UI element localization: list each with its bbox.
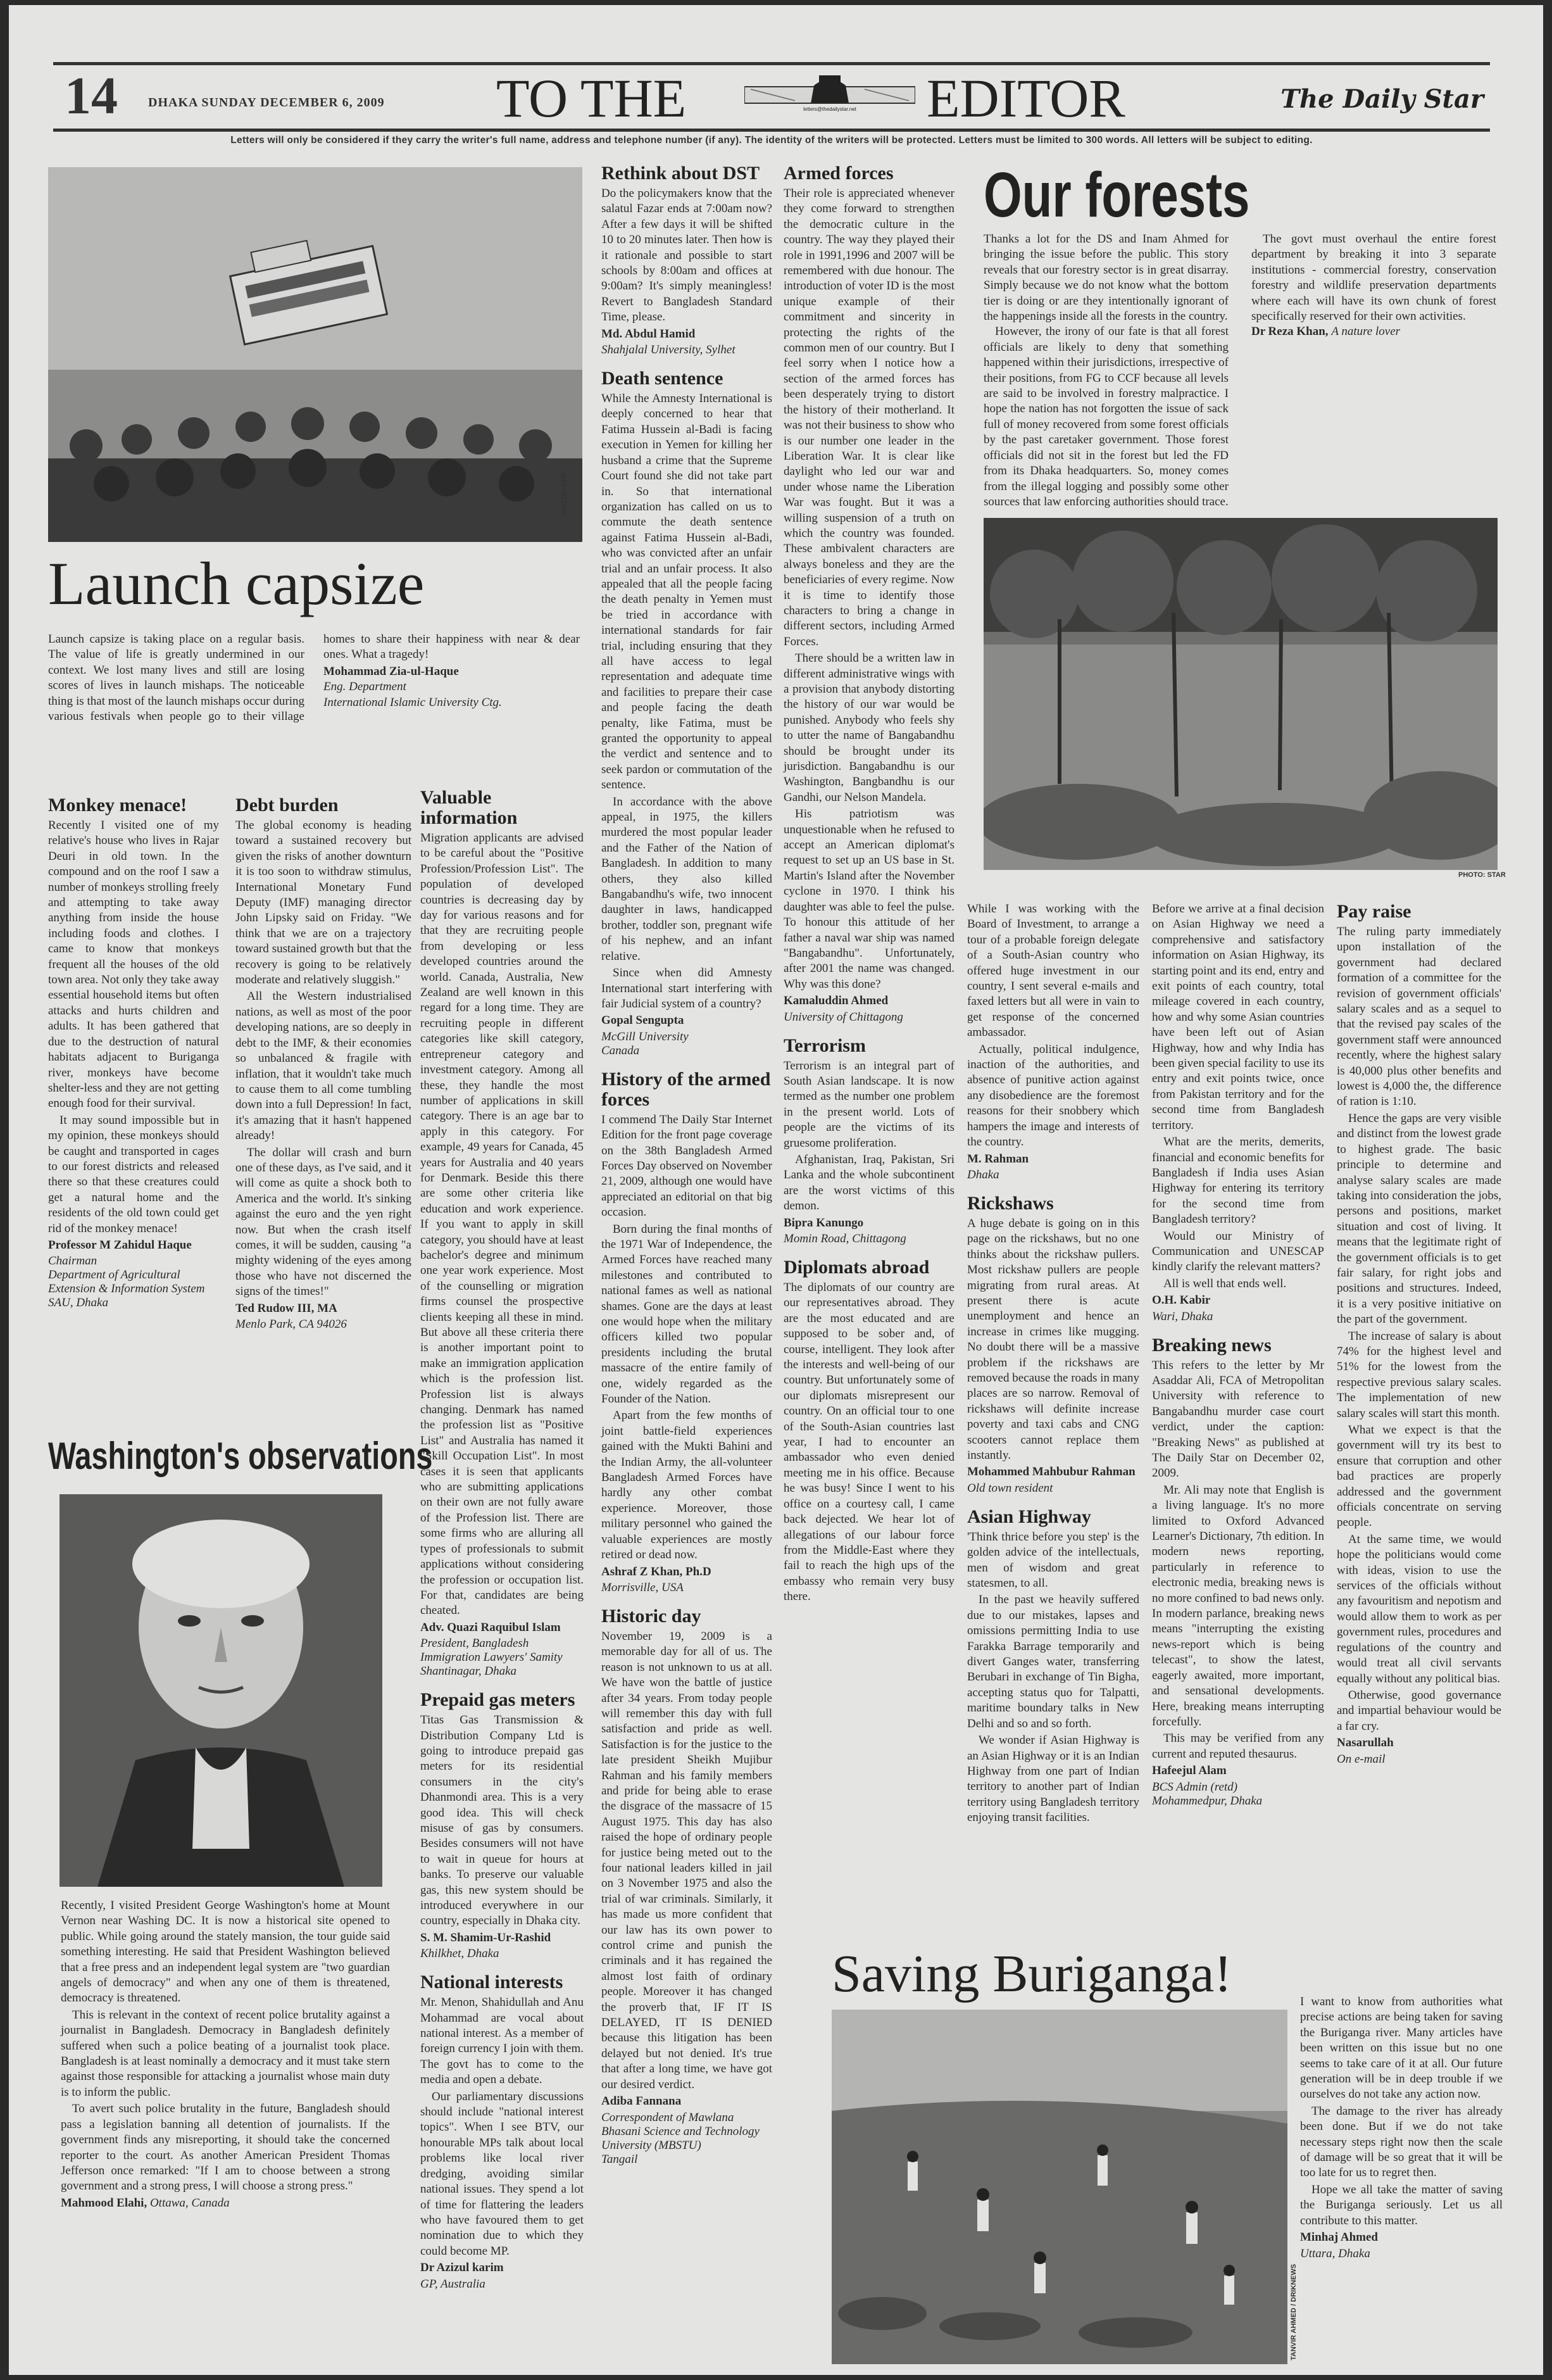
national-interests-paragraph: Mr. Menon, Shahidullah and Anu Mohammad are vocal about national interest. As a member of foreign currency I join with them. The govt has to come to the media and open a debate. bbox=[420, 1996, 584, 2087]
diplomats-abroad-letter bbox=[784, 1257, 954, 1605]
pay-raise-heading: Pay raise bbox=[1337, 901, 1411, 922]
page-number: 14 bbox=[65, 66, 118, 125]
saving-buriganga-paragraph: Hope we all take the matter of saving the Buriganga seriously. Let us all contribute to this matter. bbox=[1300, 2182, 1503, 2227]
asian-highway-paragraph: In the past we heavily suffered due to our mistakes, lapses and omissions permitting India to use Farakka Barrage temporarily and divert Ganges water, transferring Berubari in exchange of Tin Bigha, accepting status quo for Talpatti, maritime boundary talks in New Delhi and so and so forth. bbox=[967, 1593, 1139, 1730]
valuable-information-letter bbox=[420, 788, 584, 1678]
rickshaws-letter bbox=[967, 1193, 1139, 1495]
breaking-news-heading: Breaking news bbox=[1152, 1334, 1272, 1356]
asian-highway-continued bbox=[1152, 902, 1324, 1324]
pay-raise-affiliation: On e-mail bbox=[1337, 1752, 1386, 1766]
dateline: DHAKA SUNDAY DECEMBER 6, 2009 bbox=[148, 96, 385, 110]
history-armed-forces-heading: History of the armed forces bbox=[601, 1068, 771, 1110]
ink-pot-icon bbox=[744, 72, 915, 116]
debt-burden-heading: Debt burden bbox=[235, 795, 339, 815]
terrorism-author: Bipra Kanungo bbox=[784, 1216, 864, 1230]
monkey-menace-letter bbox=[48, 795, 219, 1310]
valuable-information-author: Adv. Quazi Raquibul Islam bbox=[420, 1620, 561, 1634]
asian-highway-paragraph: What are the merits, demerits, financial and economic benefits for Bangladesh if India uses Asian Highway for entering its territory for the second time from Bangladesh territory? bbox=[1152, 1135, 1324, 1226]
saving-buriganga-headline: Saving Buriganga! bbox=[832, 1944, 1232, 2003]
pay-raise-paragraph: Otherwise, good governance and impartial behaviour would be a far cry. bbox=[1337, 1688, 1501, 1733]
historic-day-author: Adiba Fannana bbox=[601, 2094, 682, 2108]
rethink-dst-paragraph: Do the policymakers know that the salatul Fazar ends at 7:00am now? After a few days it will be shifted 10 to 20 minutes later. Then how is it rationale and possible to start schools by 8:00am and offices at 9:00am? It's simply meaningless! Revert to Bangladesh Standard Time, please. bbox=[601, 187, 772, 324]
column-4 bbox=[601, 163, 772, 2178]
historic-day-paragraph: November 19, 2009 is a memorable day for all of us. The reason is not unknown to us at all. We have won the battle of justice after 34 years. From today people will remember this day with full satisfaction and pride as well. Satisfaction is for the justice to the late president Sheikh Mujibur Rahman and his family members and pride for being able to erase the disgrace of the massacre of 15 August 1975. This day has also raised the hope of ordinary people for justice being meted out to the four national leaders killed in jail on 3 November 1975 and also the trial of war criminals. Similarly, it has made us more confident that our law has its own power to control crime and punish the criminals and it has regained the almost lost faith of ordinary people. Moreover it has changed the proverb that, IF IT IS DELAYED, IT IS DENIED because this litigation has been delayed but not denied. It's true that after a long time, we have got our desired verdict. bbox=[601, 1629, 772, 2091]
pay-raise-letter bbox=[1337, 902, 1501, 1766]
prepaid-gas-paragraph: Titas Gas Transmission & Distribution Company Ltd is going to introduce prepaid gas meters for its residential consumers in the city's Dhanmondi area. This is a very good idea. This will check misuse of gas by consumers. Besides consumers will not have to wait in queue for hours at banks. To preserve our valuable gas, this new system should be introduced everywhere in our country, especially in Dhaka city. bbox=[420, 1713, 584, 1928]
armed-forces-paragraph: Their role is appreciated whenever they come forward to strengthen the democratic culture in the country. The way they played their role in 1991,1996 and 2007 will be remembered with due honour. The introduction of voter ID is the most unique example of their commitment and sincerity in protecting the rights of the common men of our country. But I feel sorry when I notice how a section of the armed forces has been desperately trying to distort the history of their motherland. It was not their business to show who is our number one leader in the Liberation War. It is clear like daylight who led our war and under whose name the Liberation War was fought. But it was a willing suspension of a truth on which the country was founded. These ambivalent characters are always boneless and they are the beneficiaries of every regime. Now it is time to identify those characters to bring a change in different sectors, including Armed Forces. bbox=[784, 187, 954, 648]
asian-highway-author: O.H. Kabir bbox=[1152, 1294, 1211, 1307]
historic-day-affiliation: Correspondent of Mawlana Bhasani Science and Technology University (MBSTU) Tangail bbox=[601, 2110, 760, 2166]
armed-forces-letter bbox=[784, 163, 954, 1024]
asian-highway-paragraph: 'Think thrice before you step' is the golden advice of the intellectuals, men of wisdom and great statesmen, to all. bbox=[967, 1530, 1139, 1590]
pay-raise-paragraph: Hence the gaps are very visible and distinct from the lowest grade to highest grade. The basic principle to determine and analyse salary scales are made taking into consideration the jobs, persons and positions, market situation and cost of living. It means that the legitimate right of the government officials is to get fair salary, for right jobs and positions and structures. Indeed, it is a very positive initiative on the part of the government. bbox=[1337, 1111, 1501, 1326]
photo-credit-forest: PHOTO: STAR bbox=[1458, 871, 1506, 879]
historic-day-letter bbox=[601, 1606, 772, 2167]
column-8 bbox=[1337, 902, 1501, 1778]
monkey-menace-affiliation: Chairman Department of Agricultural Extension & Information System SAU, Dhaka bbox=[48, 1254, 205, 1310]
history-armed-forces-paragraph: I commend The Daily Star Internet Edition for the front page coverage on the 38th Bangladesh Armed Forces Day observed on November 21, 2009, although one would have appreciated an editorial on that big occasion. bbox=[601, 1112, 772, 1219]
launch-capsize-author: Mohammad Zia-ul-Haque bbox=[323, 664, 459, 678]
column-7 bbox=[1152, 902, 1324, 1820]
submission-notice: Letters will only be considered if they carry the writer's full name, address and telephone number (if any). The identity of the writers will be protected. Letters must be limited to 300 words. All letters will be subject to editing. bbox=[230, 135, 1313, 146]
masthead bbox=[53, 62, 1490, 132]
rethink-dst-heading: Rethink about DST bbox=[601, 163, 760, 184]
our-forests-article bbox=[984, 232, 1496, 517]
history-armed-forces-author: Ashraf Z Khan, Ph.D bbox=[601, 1565, 711, 1578]
column-3 bbox=[420, 788, 584, 2303]
asian-highway-paragraph: Would our Ministry of Communication and UNESCAP kindly clarify the relevant matters? bbox=[1152, 1229, 1324, 1274]
death-sentence-paragraph: While the Amnesty International is deeply concerned to hear that Fatima Hussein al-Badi is facing execution in Yemen for killing her husband a crime that the Supreme Court found she did not take part in. So that international organization has called on us to commute the death sentence against Fatima Hussein al-Badi, who was convicted after an unfair trial and an unfair process. It also appealed that all the people facing the death penalty in Yemen must be tried in accordance with international standards for fair trial, including ensuring that they all have access to legal representation and adequate time and facilities to prepare their case and people facing the death penalty, like Fatima, must be granted the opportunity to appeal the verdict and sentence and to seek pardon or commutation of the sentence. bbox=[601, 392, 772, 792]
asian-highway-paragraph: Before we arrive at a final decision on Asian Highway we need a comprehensive and satisfactory information on Asian Highway, its starting point and its end, entry and exit points of each country, total mileage covered in each country, how and why some Asian countries have been left out of Asian Highway, how and why India has been given special facility to use its entry and exit points twice, once from Pakistan territory and for the second time from Bangladesh territory. bbox=[1152, 902, 1324, 1132]
asian-highway-letter bbox=[967, 1507, 1139, 1826]
history-armed-forces-letter bbox=[601, 1069, 772, 1595]
prepaid-gas-letter bbox=[420, 1690, 584, 1961]
diplomats-abroad-heading: Diplomats abroad bbox=[784, 1257, 930, 1278]
diplomats-abroad-paragraph: The diplomats of our country are our representatives abroad. They are the most educated and are supposed to be sober and, of course, intelligent. They look after the interests and well-being of our country. But unfortunately some of our diplomats misrepresent our country. On an official tour to one of the South-Asian countries last year, I had to encounter an ambassador who even denied meeting me in his office. Because he was busy! Since I went to his office on a courtesy call, I came back dejected. We hear lot of allegations of our labour force from the Middle-East where they fail to reach the high ups of the embassy who remain very busy there. bbox=[784, 1281, 954, 1604]
terrorism-affiliation: Momin Road, Chittagong bbox=[784, 1232, 906, 1245]
launch-capsize-affiliation: Eng. Department International Islamic University Ctg. bbox=[323, 680, 502, 709]
newspaper-page bbox=[9, 5, 1543, 2375]
rethink-dst-author: Md. Abdul Hamid bbox=[601, 327, 696, 341]
asian-highway-affiliation: Wari, Dhaka bbox=[1152, 1309, 1213, 1323]
washington-affiliation: Ottawa, Canada bbox=[149, 2196, 230, 2210]
pay-raise-paragraph: The increase of salary is about 74% for the highest level and 51% for the lowest from the respective previous salary scales. The implementation of new salary scales will start this month. bbox=[1337, 1329, 1501, 1420]
pay-raise-paragraph: At the same time, we would hope the politicians would come with ideas, vision to use the services of the officials without any favouritism and nepotism and would allow them to work as per government rules, procedures and regulations of the country and would treat all civil servants equally without any political bias. bbox=[1337, 1532, 1501, 1685]
armed-forces-paragraph: His patriotism was unquestionable when he refused to accept an American diplomat's request to set up an US base in St. Martin's Island after the November cyclone in 1970. I think his daughter was able to feel the pulse. To honour this attitude of her father a naval war ship was named "Bangabandhu". Unfortunately, after 2001 the name was changed. Why was this done? bbox=[784, 807, 954, 991]
debt-burden-paragraph: The dollar will crash and burn one of these days, as I've said, and it will come as quite a shock both to America and the world. It's sinking against the euro and the yen right now. But when the crash itself comes, it will be sudden, causing "a mighty widening of the eyes among those who have not discerned the signs of the times!" bbox=[235, 1145, 411, 1299]
death-sentence-heading: Death sentence bbox=[601, 368, 723, 389]
breaking-news-paragraph: Mr. Ali may note that English is a living language. It's no more limited to Oxford Advanced Learner's Dictionary, 7th edition. In modern news reporting, particularly in reference to electronic media, breaking news is no more confined to bad news only. In modern parlance, breaking news means "interrupting the existing news-report which is being telecast", to show the latest, eagerly awaited, more important, and sensational developments. Here, breaking means interrupting forcefully. bbox=[1152, 1483, 1324, 1728]
our-forests-affiliation: A nature lover bbox=[1331, 325, 1401, 339]
saving-buriganga-affiliation: Uttara, Dhaka bbox=[1300, 2246, 1370, 2260]
valuable-information-paragraph: Migration applicants are advised to be careful about the "Positive Profession/Profession List". The population of developed countries is decreasing day by day for various reasons and for that they are recruiting people from developing or less developed countries around the world. Canada, Australia, New Zealand are well known in this regard for a long time. They are recruiting people in different categories like skill category, entrepreneur category and investment category. Among all these, they handle the most number of applications in skill category. There is an age bar to apply in this category. For example, 49 years for Canada, 45 years for Australia and 40 years for Denmark. Beside this there are some other criteria like education and work experience. If you want to apply in skill category, you should have at least bachelor's degree and minimum one year work experience. Most of the counselling or migration firms counsel the prospective clients keeping all these in mind. But above all these criteria there is another important point to make an immigration application which is the profession list. Profession list is always changing. Denmark has named the profession list as "Positive List" and Australia has named it "Skill Occupation List". In most cases it is seen that applicants who are submitting applications on their own are not fully aware of the Profession list. There are some firms who are alluring all types of professionals to submit applications without considering the profession or occupation list. For that, candidates are being cheated. bbox=[420, 831, 584, 1618]
rickshaws-heading: Rickshaws bbox=[967, 1192, 1054, 1214]
prepaid-gas-affiliation: Khilkhet, Dhaka bbox=[420, 1947, 499, 1961]
newspaper-logo: The Daily Star bbox=[1280, 84, 1484, 114]
pay-raise-paragraph: What we expect is that the government will try its best to ensure that corruption and other bad practices are properly addressed and the government officials concentrate on serving people. bbox=[1337, 1423, 1501, 1530]
section-title-left: TO THE bbox=[496, 68, 687, 129]
diplomats-abroad-paragraph: While I was working with the Board of Investment, to arrange a tour of a probable foreign delegate of a South-Asian country who offered huge investment in our country, I sent several e-mails and faxed letters but all were in vain to get response of the concerned ambassador. bbox=[967, 902, 1139, 1040]
launch-capsize-photo bbox=[48, 167, 582, 542]
breaking-news-paragraph: This may be verified from any current and reputed thesaurus. bbox=[1152, 1732, 1324, 1761]
washington-paragraph: Recently, I visited President George Washington's home at Mount Vernon near Washing DC. It is now a historical site opened to public. While going around the stately mansion, the tour guide said something interesting. He said that President Washington believed that a free press and an independent legal system are "two guardian angels of democracy" and when any one of them is threatened, democracy is threatened. bbox=[61, 1899, 390, 2005]
rickshaws-author: Mohammed Mahbubur Rahman bbox=[967, 1465, 1136, 1479]
armed-forces-heading: Armed forces bbox=[784, 163, 894, 184]
monkey-menace-heading: Monkey menace! bbox=[48, 795, 187, 815]
saving-buriganga-article bbox=[1300, 1994, 1503, 2262]
launch-capsize-headline: Launch capsize bbox=[48, 550, 425, 617]
washington-paragraph: This is relevant in the context of recent police brutality against a journalist in Bangladesh. Democracy in Bangladesh definitely suffered when such a police beating of a journalist took place. Bangladesh is at least nominally a democracy and it must take stern against those responsible for attacking a journalist whose main duty is to inform the public. bbox=[61, 2008, 390, 2099]
death-sentence-paragraph: In accordance with the above appeal, in 1975, the killers murdered the most popular leader and the Father of the Nation of Bangladesh. In addition to many others, they also killed Bangabandhu's wife, two innocent daughter in laws, handicapped brother, toddler son, pregnant wife of his nephew, and an infant relative. bbox=[601, 795, 772, 963]
debt-burden-paragraph: All the Western industrialised nations, as well as most of the poor developing nations, are so deeply in debt to the IMF, & their economies so unbalanced & fragile with inflation, that it wouldn't take much to cause them to all come tumbling down into a full Depression! In fact, it's amazing that it hasn't happened already! bbox=[235, 990, 411, 1143]
asian-highway-paragraph: All is well that ends well. bbox=[1163, 1276, 1287, 1290]
prepaid-gas-author: S. M. Shamim-Ur-Rashid bbox=[420, 1930, 551, 1944]
diplomats-abroad-continued bbox=[967, 902, 1139, 1182]
column-5 bbox=[784, 163, 954, 1616]
saving-buriganga-paragraph: The damage to the river has already been done. But if we do not take necessary steps right now then the scale of damage will be so great that it will be too late for us to regret then. bbox=[1300, 2104, 1503, 2180]
rickshaws-paragraph: A huge debate is going on in this page on the rickshaws, but no one thinks about the rickshaw pullers. Most rickshaw pullers are people migrating from rural areas. At present there is acute unemployment and hence an increase in crimes like mugging. No doubt there will be a massive problem if the rickshaws are removed because the roads in many places are so narrow. Removal of rickshaws will definite increase poverty and taxi cabs and CNG scooters cannot replace them instantly. bbox=[967, 1216, 1139, 1462]
saving-buriganga-author: Minhaj Ahmed bbox=[1300, 2231, 1378, 2245]
breaking-news-affiliation: BCS Admin (retd) Mohammedpur, Dhaka bbox=[1152, 1780, 1263, 1808]
national-interests-paragraph: Our parliamentary discussions should include "national interest topics". When I see BTV, our honourable MPs talk about local problems like local river dredging, avoiding similar national issues. They spend a lot of time for flattering the leaders who have favoured them to get nomination due to which they could become MP. bbox=[420, 2089, 584, 2258]
pay-raise-author: Nasarullah bbox=[1337, 1736, 1394, 1750]
our-forests-paragraph: The govt must overhaul the entire forest department by breaking it into 3 separate institutions - commercial forestry, conservation forestry and wildlife preservation departments where each will have its own chunk of forest specifically reserved for their own activities. bbox=[1251, 232, 1496, 324]
photo-credit-river: TANVIR AHMED / DRIKNEWS bbox=[1290, 2264, 1298, 2360]
armed-forces-affiliation: University of Chittagong bbox=[784, 1010, 903, 1024]
death-sentence-letter bbox=[601, 368, 772, 1058]
history-armed-forces-affiliation: Morrisville, USA bbox=[601, 1580, 684, 1594]
our-forests-paragraph: However, the irony of our fate is that all forest officials are likely to deny that something happened within their jurisdictions, irrespective of their positions, from FG to CCF because all levels are said to be involved in forestry malpractice. I hope the nation has not forgotten the issue of sack full of money recovered from some forest officials by the past caretaker government. Those forest officials did not sit in the forest but led the FD from its Dhaka headquarters. So, money comes from the illegal logging and possibly some other sources that law enforcing authorities should trace. bbox=[984, 325, 1229, 508]
our-forests-author: Dr Reza Khan, bbox=[1251, 325, 1329, 339]
our-forests-headline: Our forests bbox=[984, 160, 1250, 230]
armed-forces-paragraph: There should be a written law in different administrative wings with a provision that anybody distorting the history of our war would be punished. Anybody who feels shy to utter the name of Bangabandhu should be brought under its jurisdiction. Bangabandhu is our Washington, Bangbandhu is our Gandhi, our Nelson Mandela. bbox=[784, 652, 954, 804]
washington-article bbox=[61, 1898, 390, 2212]
asian-highway-paragraph: We wonder if Asian Highway is an Asian Highway or it is an Indian Highway from one part of Indian territory to another part of Indian territory using Bangladesh territory enjoying transit facilities. bbox=[967, 1734, 1139, 1825]
column-1 bbox=[48, 795, 219, 1321]
washington-headline: Washington's observations bbox=[48, 1435, 433, 1477]
national-interests-letter bbox=[420, 1972, 584, 2291]
washington-paragraph: To avert such police brutality in the future, Bangladesh should pass a legislation banning all detention of journalists. If the government finds any misreporting, it should take the concerned reporter to the court. As another American President Thomas Jefferson once remarked: "If I am to choose between a strong government and a strong press, I will choose a strong press." bbox=[61, 2102, 390, 2193]
rethink-dst-affiliation: Shahjalal University, Sylhet bbox=[601, 343, 735, 357]
monkey-menace-paragraph: Recently I visited one of my relative's house who lives in Rajar Deuri in old town. In the compound and on the roof I saw a number of monkeys strolling freely and attempting to take away anything from inside the house including foods and clothes. I came to know that monkeys frequent all the houses of the old town area. Not only they take away essential household items but often attacks and hurts children and adults. It has been gathered that due to the destruction of natural habitats adjacent to Buriganga river, monkeys have become shelter-less and they are not getting enough food for their survival. bbox=[48, 819, 219, 1111]
debt-burden-affiliation: Menlo Park, CA 94026 bbox=[235, 1318, 347, 1331]
national-interests-affiliation: GP, Australia bbox=[420, 2277, 485, 2291]
debt-burden-author: Ted Rudow III, MA bbox=[235, 1301, 337, 1315]
pay-raise-paragraph: The ruling party immediately upon installation of the government had declared formation of a committee for the revision of government officials' salary scales and as a sequel to that the revised pay scales of the government staff were announced recently, where the highest salary is 40,000 plus other benefits and lowest is 4,000 the, the difference of ration is 1:10. bbox=[1337, 925, 1501, 1109]
washington-author: Mahmood Elahi, bbox=[61, 2196, 147, 2210]
inkpot-caption: letters@thedailystar.net bbox=[803, 106, 856, 112]
launch-capsize-article bbox=[48, 632, 580, 724]
column-2 bbox=[235, 795, 411, 1343]
valuable-information-affiliation: President, Bangladesh Immigration Lawyers' Samity Shantinagar, Dhaka bbox=[420, 1637, 563, 1678]
prepaid-gas-heading: Prepaid gas meters bbox=[420, 1689, 575, 1711]
asian-highway-heading: Asian Highway bbox=[967, 1506, 1091, 1527]
section-title-right: EDITOR bbox=[927, 68, 1125, 129]
death-sentence-paragraph: Since when did Amnesty International start interfering with fair Judicial system of a country? bbox=[601, 966, 772, 1011]
national-interests-heading: National interests bbox=[420, 1972, 563, 1993]
forest-photo bbox=[984, 518, 1498, 870]
historic-day-heading: Historic day bbox=[601, 1605, 701, 1627]
diplomats-abroad-author: M. Rahman bbox=[967, 1152, 1029, 1166]
washington-portrait bbox=[59, 1494, 382, 1887]
saving-buriganga-paragraph: I want to know from authorities what precise actions are being taken for saving the Buriganga river. Many articles have been written on this issue but no one seems to take care of it at all. Our future generation will be in deep trouble if we ourselves do not take any action now. bbox=[1300, 1995, 1503, 2101]
armed-forces-author: Kamaluddin Ahmed bbox=[784, 994, 889, 1008]
history-armed-forces-paragraph: Born during the final months of the 1971 War of Independence, the Armed Forces have reached many milestones and contributed to national fames as well as national shames. Gone are the days at least one would hope when the military officers killed two popular presidents including the brutal massacre of the entire family of one, widely regarded as the Founder of the Nation. bbox=[601, 1222, 772, 1406]
terrorism-letter bbox=[784, 1036, 954, 1246]
monkey-menace-paragraph: It may sound impossible but in my opinion, these monkeys should be caught and transported in cages to our forest districts and released there so that these creatures could get a natural home and the residents of the old town could get rid of the monkey menace! bbox=[48, 1113, 219, 1235]
our-forests-paragraph: Thanks a lot for the DS and Inam Ahmed for bringing the issue before the public. This story reveals that our forestry sector is in great disarray. Simply because we do not know what the bottom tier is doing or are they intentionally ignorant of the happenings inside all the forests in the country. bbox=[984, 232, 1229, 324]
national-interests-author: Dr Azizul karim bbox=[420, 2261, 504, 2275]
breaking-news-paragraph: This refers to the letter by Mr Asaddar Ali, FCA of Metropolitan University with reference to Bangabandhu murder case court verdict, under the caption: "Breaking News" as published at The Daily Star on December 02, 2009. bbox=[1152, 1358, 1324, 1480]
breaking-news-author: Hafeejul Alam bbox=[1152, 1764, 1227, 1778]
death-sentence-affiliation: McGill University Canada bbox=[601, 1029, 689, 1057]
valuable-information-heading: Valuable information bbox=[420, 787, 518, 828]
debt-burden-letter bbox=[235, 795, 411, 1332]
diplomats-abroad-paragraph: Actually, political indulgence, inaction of the authorities, and absence of punitive action against any disobedience are the foremost reasons for their snobbery which hampers the image and interests of the country. bbox=[967, 1042, 1139, 1149]
buriganga-river-photo bbox=[832, 2010, 1287, 2364]
launch-capsize-body: Launch capsize is taking place on a regular basis. The value of life is greatly undermined in our context. We lost many lives and still are losing scores of lives in launch mishaps. The noticeable thing is that most of the launch mishaps occur during various festivals when people go to their village homes to share their happiness with near & dear ones. What a tragedy! bbox=[48, 633, 580, 724]
death-sentence-author: Gopal Sengupta bbox=[601, 1014, 684, 1028]
photo-credit-launch: PHOTO: AFP bbox=[561, 472, 568, 515]
terrorism-paragraph: Afghanistan, Iraq, Pakistan, Sri Lanka and the whole subcontinent are the worst victims of this demon. bbox=[784, 1152, 954, 1213]
debt-burden-paragraph: The global economy is heading toward a sustained recovery but given the risks of another downturn it is too soon to withdraw stimulus, International Monetary Fund Deputy (IMF) managing director John Lipsky said on Friday. "We think that we are on a trajectory toward sustained growth but that the recovery is going to be relatively moderate and relatively sluggish." bbox=[235, 819, 411, 987]
history-armed-forces-paragraph: Apart from the few months of joint battle-field experiences gained with the Mukti Bahini and the Indian Army, the all-volunteer Bangladesh Armed Forces have hardly any other combat experience. Moreover, those military personnel who gained the valuable experiences are mostly retired or dead now. bbox=[601, 1409, 772, 1562]
monkey-menace-author: Professor M Zahidul Haque bbox=[48, 1238, 192, 1252]
column-6 bbox=[967, 902, 1139, 1837]
rickshaws-affiliation: Old town resident bbox=[967, 1481, 1053, 1495]
terrorism-heading: Terrorism bbox=[784, 1035, 866, 1056]
breaking-news-letter bbox=[1152, 1335, 1324, 1808]
rethink-dst-letter bbox=[601, 163, 772, 357]
terrorism-paragraph: Terrorism is an integral part of South Asian landscape. It is now termed as the number one problem in the present world. Lots of people are the victims of its gruesome proliferation. bbox=[784, 1059, 954, 1150]
diplomats-abroad-affiliation: Dhaka bbox=[967, 1168, 999, 1181]
